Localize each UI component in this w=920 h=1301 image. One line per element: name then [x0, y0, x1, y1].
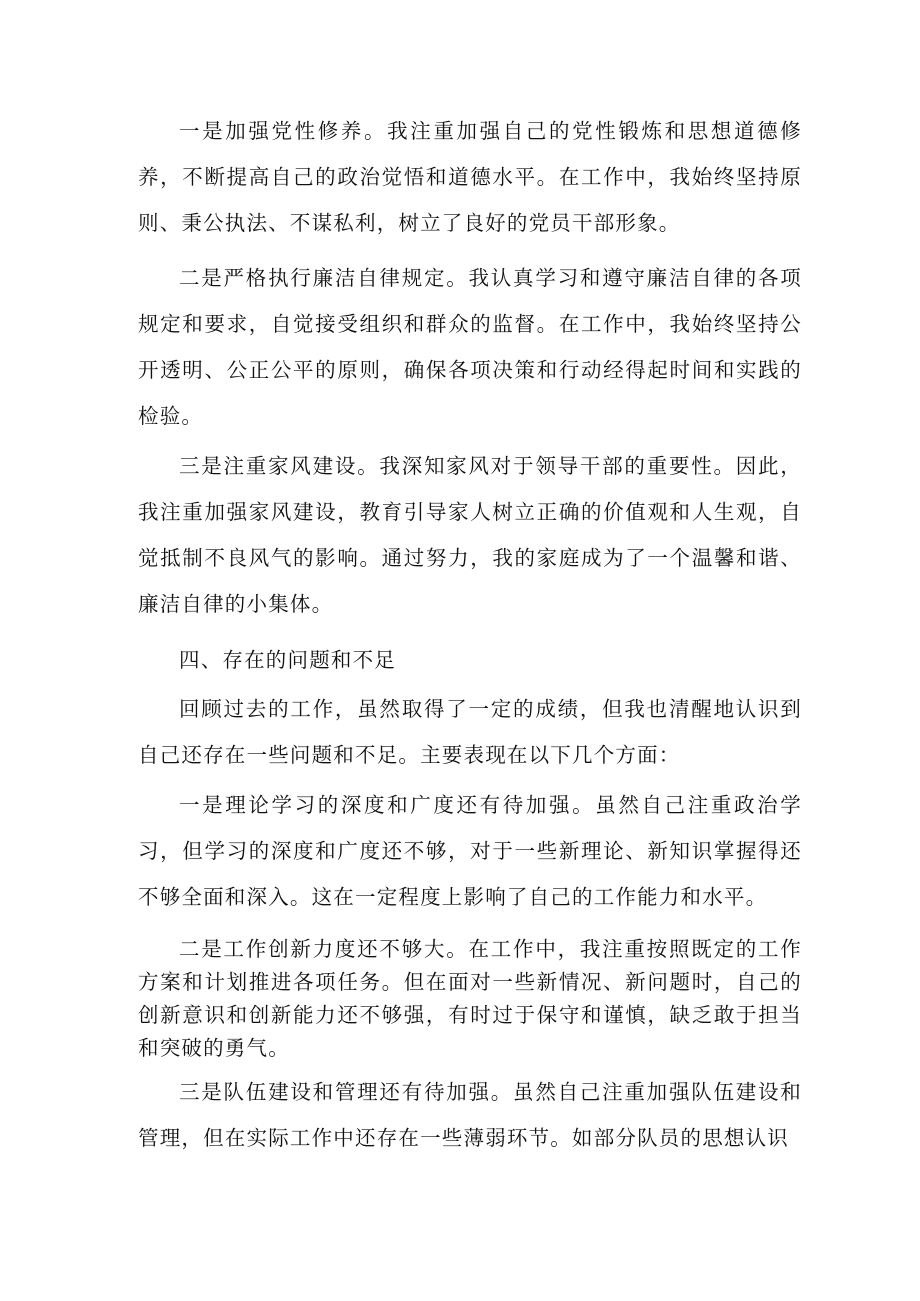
- paragraph-party-cultivation: 一是加强党性修养。我注重加强自己的党性锻炼和思想道德修养，不断提高自己的政治觉悟和道德水平。在工作中，我始终坚持原则、秉公执法、不谋私利，树立了良好的党员干部形象。: [138, 119, 802, 235]
- paragraph-team-building: 三是队伍建设和管理还有待加强。虽然自己注重加强队伍建设和管理，但在实际工作中还存在一些薄弱环节。如部分队员的思想认识: [138, 1080, 802, 1150]
- paragraph-family-style: 三是注重家风建设。我深知家风对于领导干部的重要性。因此，我注重加强家风建设，教育引导家人树立正确的价值观和人生观，自觉抵制不良风气的影响。通过努力，我的家庭成为了一个温馨和谐、廉洁自律的小集体。: [138, 454, 802, 616]
- paragraph-integrity-rules: 二是严格执行廉洁自律规定。我认真学习和遵守廉洁自律的各项规定和要求，自觉接受组织和群众的监督。在工作中，我始终坚持公开透明、公正公平的原则，确保各项决策和行动经得起时间和实践的检验。: [138, 266, 802, 428]
- paragraph-innovation: 二是工作创新力度还不够大。在工作中，我注重按照既定的工作方案和计划推进各项任务。但在面对一些新情况、新问题时，自己的创新意识和创新能力还不够强，有时过于保守和谨慎，缺乏敢于担当和突破的勇气。: [138, 937, 802, 1060]
- paragraph-review: 回顾过去的工作，虽然取得了一定的成绩，但我也清醒地认识到自己还存在一些问题和不足。主要表现在以下几个方面：: [138, 697, 802, 767]
- section-heading-problems: 四、存在的问题和不足: [179, 648, 396, 672]
- paragraph-theory-study: 一是理论学习的深度和广度还有待加强。虽然自己注重政治学习，但学习的深度和广度还不够，对于一些新理论、新知识掌握得还不够全面和深入。这在一定程度上影响了自己的工作能力和水平。: [138, 793, 802, 909]
